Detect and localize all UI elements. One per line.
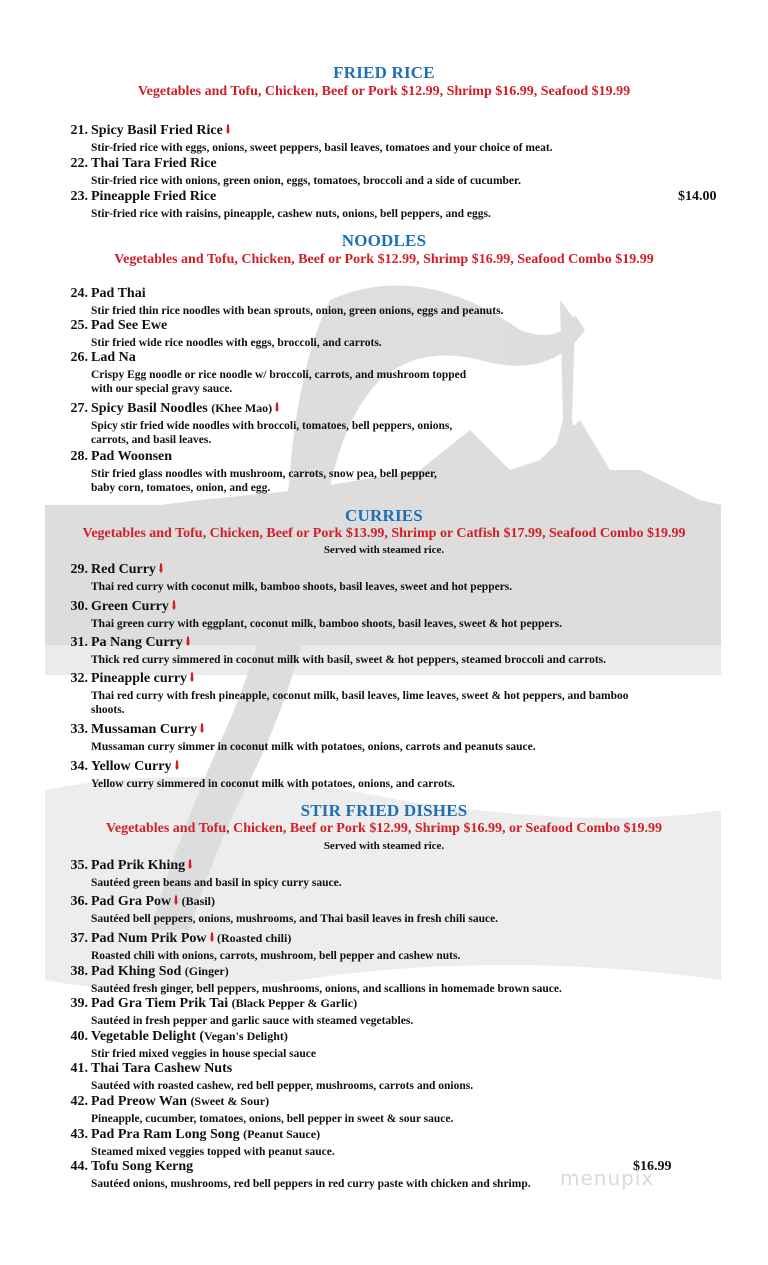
item-number: 40.	[70, 1029, 88, 1044]
item-description: Sautéed onions, mushrooms, red bell peppers in red curry paste with chicken and shrimp.	[91, 1178, 531, 1190]
item-number: 22.	[70, 156, 88, 171]
item-description: Roasted chili with onions, carrots, mushroom, bell pepper and cashew nuts.	[91, 950, 461, 962]
item-name: Vegetable Delight (Vegan's Delight)	[91, 1029, 288, 1044]
item-number: 37.	[70, 931, 88, 946]
item-name: Pad Thai	[91, 286, 146, 301]
menu-item	[0, 318, 768, 350]
menu-item	[0, 1127, 768, 1159]
item-description: Stir-fried rice with raisins, pineapple, cashew nuts, onions, bell peppers, and eggs.	[91, 208, 491, 220]
spicy-chili-icon	[200, 723, 204, 733]
menu-item	[0, 722, 768, 754]
fried-rice-title: FRIED RICE	[333, 63, 435, 82]
item-number: 30.	[70, 599, 88, 614]
stir-fried-note: Served with steamed rice.	[323, 840, 445, 852]
menu-item	[0, 123, 768, 155]
item-number: 28.	[70, 449, 88, 464]
item-price: $14.00	[678, 189, 717, 204]
item-number: 34.	[70, 759, 88, 774]
item-number: 36.	[70, 894, 88, 909]
spicy-chili-icon	[226, 124, 230, 134]
item-price: $16.99	[633, 1159, 672, 1174]
item-number: 23.	[70, 189, 88, 204]
item-name: Pa Nang Curry	[91, 635, 190, 651]
item-description: Sautéed bell peppers, onions, mushrooms, and Thai basil leaves in fresh chili sauce.	[91, 913, 499, 925]
item-name: Pad Num Prik Pow (Roasted chili)	[91, 931, 292, 946]
item-description: Sautéed in fresh pepper and garlic sauce with steamed vegetables.	[91, 1015, 414, 1027]
menu-item	[0, 894, 768, 926]
item-name: Pad Khing Sod (Ginger)	[91, 964, 229, 979]
menu-item	[0, 401, 768, 447]
item-description-line: Spicy stir fried wide noodles with broccoli, tomatoes, bell peppers, onions,	[91, 420, 453, 432]
item-name: Pad See Ewe	[91, 318, 168, 333]
item-number: 39.	[70, 996, 88, 1011]
spicy-chili-icon	[159, 563, 163, 573]
item-description: Stir fried wide rice noodles with eggs, broccoli, and carrots.	[91, 337, 382, 349]
menu-item	[0, 931, 768, 963]
menu-item	[0, 635, 768, 667]
item-description-line: Thai red curry with fresh pineapple, coconut milk, basil leaves, lime leaves, sweet & hot peppers, and bamboo	[91, 690, 629, 702]
item-name: Lad Na	[91, 350, 136, 365]
curries-note: Served with steamed rice.	[323, 544, 445, 556]
item-description: Sautéed with roasted cashew, red bell pepper, mushrooms, carrots and onions.	[91, 1080, 474, 1092]
item-number: 42.	[70, 1094, 88, 1109]
spicy-chili-icon	[174, 895, 178, 905]
item-description: Thai green curry with eggplant, coconut milk, bamboo shoots, basil leaves, sweet & hot peppers.	[91, 618, 562, 630]
item-number: 27.	[70, 401, 88, 416]
stir-fried-prices: Vegetables and Tofu, Chicken, Beef or Pork $12.99, Shrimp $16.99, or Seafood Combo $19.99	[106, 821, 662, 836]
item-number: 43.	[70, 1127, 88, 1142]
item-description: Pineapple, cucumber, tomatoes, onions, bell pepper in sweet & sour sauce.	[91, 1113, 454, 1125]
spicy-chili-icon	[275, 402, 279, 412]
item-description: Sautéed green beans and basil in spicy curry sauce.	[91, 877, 342, 889]
item-number: 26.	[70, 350, 88, 365]
menu-item	[0, 759, 768, 791]
watermark: menupix	[560, 1166, 655, 1190]
item-name: Pineapple curry	[91, 671, 194, 687]
item-name: Thai Tara Fried Rice	[91, 156, 217, 171]
item-name: Pad Gra Pow (Basil)	[91, 894, 215, 909]
menu-item	[0, 858, 768, 890]
item-number: 21.	[70, 123, 88, 138]
item-description-line: baby corn, tomatoes, onion, and egg.	[91, 482, 271, 494]
menu-item	[0, 156, 768, 188]
menu-item	[0, 1029, 768, 1061]
item-description-line: Crispy Egg noodle or rice noodle w/ broccoli, carrots, and mushroom topped	[91, 369, 467, 381]
spicy-chili-icon	[172, 600, 176, 610]
menu-item	[0, 996, 768, 1028]
curries-title: CURRIES	[345, 506, 423, 525]
item-name: Mussaman Curry	[91, 722, 204, 738]
item-number: 41.	[70, 1061, 88, 1076]
item-description: Thai red curry with coconut milk, bamboo shoots, basil leaves, sweet and hot peppers.	[91, 581, 513, 593]
item-name: Pad Pra Ram Long Song (Peanut Sauce)	[91, 1127, 321, 1142]
noodles-title: NOODLES	[341, 231, 427, 250]
item-description: Stir fried mixed veggies in house special sauce	[91, 1048, 316, 1060]
item-description-line: with our special gravy sauce.	[91, 383, 233, 395]
item-name: Pad Prik Khing	[91, 858, 192, 874]
menu-item	[0, 562, 768, 594]
item-description: Steamed mixed veggies topped with peanut sauce.	[91, 1146, 335, 1158]
item-description: Stir-fried rice with eggs, onions, sweet peppers, basil leaves, tomatoes and your choice of meat.	[91, 142, 553, 154]
item-number: 38.	[70, 964, 88, 979]
menu-item	[0, 350, 768, 396]
item-name: Green Curry	[91, 599, 176, 615]
curries-prices: Vegetables and Tofu, Chicken, Beef or Pork $13.99, Shrimp or Catfish $17.99, Seafood Combo $19.99	[82, 526, 686, 541]
menu-item	[0, 449, 768, 495]
item-description: Sautéed fresh ginger, bell peppers, mushrooms, onions, and scallions in homemade brown sauce.	[91, 983, 562, 995]
item-description-line: shoots.	[91, 704, 125, 716]
menu-item	[0, 671, 768, 717]
item-number: 35.	[70, 858, 88, 873]
stir-fried-title: STIR FRIED DISHES	[300, 801, 468, 820]
item-description: Stir-fried rice with onions, green onion, eggs, tomatoes, broccoli and a side of cucumber.	[91, 175, 521, 187]
item-name: Tofu Song Kerng	[91, 1159, 194, 1174]
menu-item	[0, 599, 768, 631]
item-number: 24.	[70, 286, 88, 301]
item-name: Red Curry	[91, 562, 163, 578]
menu-item	[0, 1094, 768, 1126]
item-number: 25.	[70, 318, 88, 333]
menu-item	[0, 1061, 768, 1093]
item-name: Spicy Basil Noodles (Khee Mao)	[91, 401, 279, 417]
item-number: 33.	[70, 722, 88, 737]
spicy-chili-icon	[190, 672, 194, 682]
item-name: Thai Tara Cashew Nuts	[91, 1061, 233, 1076]
noodles-prices: Vegetables and Tofu, Chicken, Beef or Pork $12.99, Shrimp $16.99, Seafood Combo $19.99	[114, 252, 654, 267]
item-description: Stir fried thin rice noodles with bean sprouts, onion, green onions, eggs and peanuts.	[91, 305, 504, 317]
item-number: 29.	[70, 562, 88, 577]
item-name: Spicy Basil Fried Rice	[91, 123, 230, 139]
item-description: Yellow curry simmered in coconut milk with potatoes, onions, and carrots.	[91, 778, 456, 790]
menu-item	[0, 286, 768, 318]
item-number: 44.	[70, 1159, 88, 1174]
item-description-line: Stir fried glass noodles with mushroom, carrots, snow pea, bell pepper,	[91, 468, 437, 480]
menu-item	[0, 189, 768, 221]
item-name: Yellow Curry	[91, 759, 179, 775]
spicy-chili-icon	[210, 932, 214, 942]
menu-item	[0, 964, 768, 996]
item-name: Pineapple Fried Rice	[91, 189, 217, 204]
item-name: Pad Preow Wan (Sweet & Sour)	[91, 1094, 270, 1109]
item-name: Pad Woonsen	[91, 449, 173, 464]
item-number: 31.	[70, 635, 88, 650]
item-description: Mussaman curry simmer in coconut milk with potatoes, onions, carrots and peanuts sauce.	[91, 741, 536, 753]
item-name: Pad Gra Tiem Prik Tai (Black Pepper & Garlic)	[91, 996, 358, 1011]
item-description: Thick red curry simmered in coconut milk with basil, sweet & hot peppers, steamed broccoli and carrots.	[91, 654, 607, 666]
spicy-chili-icon	[175, 760, 179, 770]
item-number: 32.	[70, 671, 88, 686]
spicy-chili-icon	[188, 859, 192, 869]
item-description-line: carrots, and basil leaves.	[91, 434, 212, 446]
fried-rice-prices: Vegetables and Tofu, Chicken, Beef or Pork $12.99, Shrimp $16.99, Seafood $19.99	[137, 84, 631, 99]
spicy-chili-icon	[186, 636, 190, 646]
